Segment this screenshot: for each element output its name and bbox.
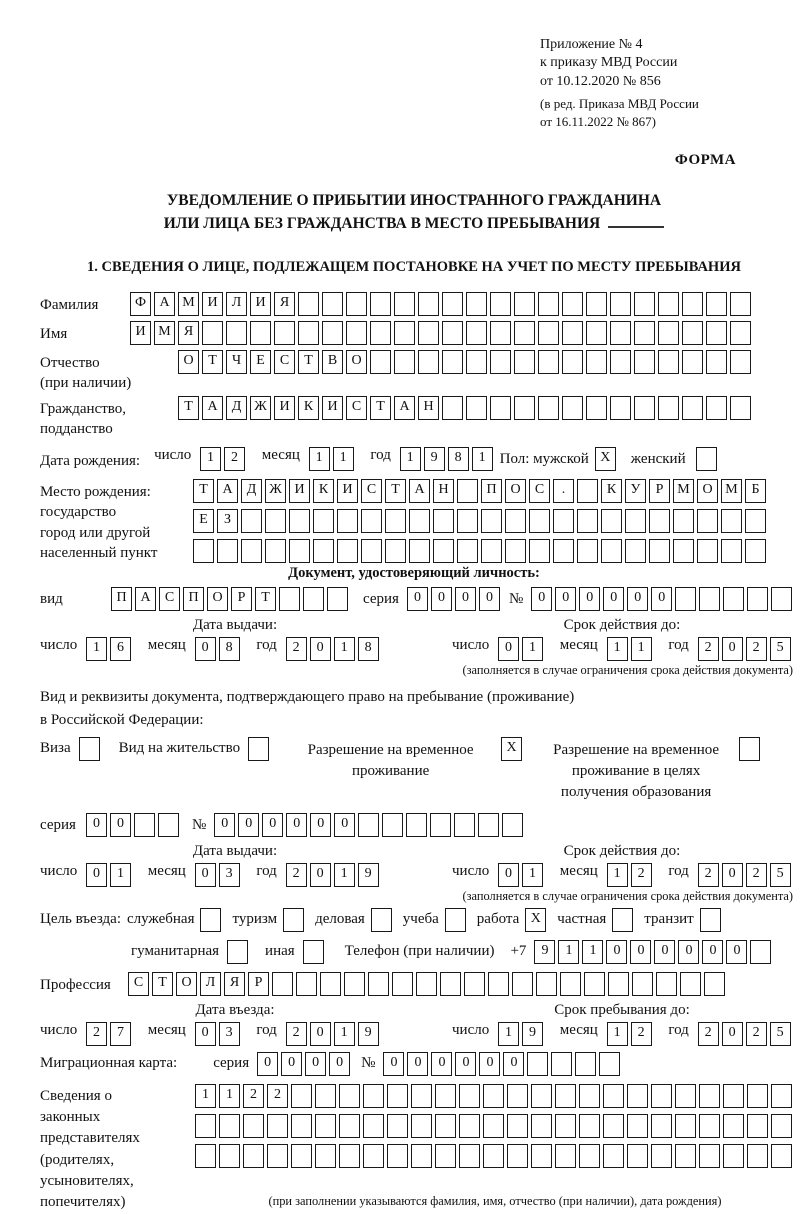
entry-date-head: Дата въезда: (195, 1001, 275, 1018)
patronymic-label-line1: Отчество (40, 355, 100, 372)
month-label: месяц (559, 1021, 598, 1038)
sex-female-label: женский (630, 451, 686, 468)
patronymic-label-line2: (при наличии) (40, 375, 132, 392)
sex-male-checkbox[interactable]: X (595, 447, 619, 471)
purpose-tourism-label: туризм (232, 911, 278, 928)
citizenship-label (40, 396, 178, 440)
temp-residence-checkbox[interactable]: X (501, 737, 525, 761)
identity-expiry-year-cells[interactable]: 2 0 2 5 (698, 637, 794, 653)
validity-note: (заполняется в случае ограничения срока действия документа) (462, 663, 794, 678)
phone-label: Телефон (при наличии) (344, 943, 495, 960)
representatives-note: (при заполнении указываются фамилия, имя, отчество (при наличии), дата рождения) (268, 1193, 722, 1208)
option-temp-residence-edu (541, 737, 763, 803)
migration-card-series-label: серия (213, 1055, 250, 1072)
representatives-label-line: усыновителях, (40, 1172, 134, 1189)
representatives-label (40, 1084, 195, 1214)
identity-doc-heading: Документ, удостоверяющий личность: (288, 565, 540, 582)
day-label: число (452, 1021, 490, 1038)
form-label: ФОРМА (674, 151, 736, 168)
purpose-other-label: иная (265, 943, 295, 960)
identity-issue-day-cells[interactable]: 1 6 (86, 637, 134, 653)
residence-doc-intro2: в Российской Федерации: (40, 712, 204, 729)
stay-day-cells[interactable]: 1 9 (498, 1022, 546, 1038)
citizenship-cells[interactable]: Т А Д Ж И К И С Т А Н (178, 396, 754, 420)
amendment-line: от 16.11.2022 № 867) (540, 113, 657, 129)
month-label: месяц (147, 1021, 186, 1038)
migration-card-row (40, 1052, 788, 1076)
representatives-label-line: (родителях, (40, 1151, 115, 1168)
option-residence-permit (119, 737, 272, 761)
purpose-other-checkbox[interactable] (303, 940, 327, 964)
day-label: число (154, 447, 192, 464)
migration-card-series-cells[interactable]: 0 0 0 0 (257, 1052, 353, 1076)
temp-residence-label: Разрешение на временное проживание (307, 741, 474, 779)
residence-doc-issue-head: Дата выдачи: (192, 842, 278, 859)
option-visa (40, 737, 103, 761)
sex-male-label: Пол: мужской (499, 451, 589, 468)
residence-issue-year-cells[interactable]: 2 0 1 9 (286, 863, 382, 879)
option-temp-residence (288, 737, 525, 782)
migration-card-number-label: № (361, 1055, 376, 1072)
purpose-work-checkbox[interactable]: X (525, 908, 549, 932)
birth-place-label-line4: населенный пункт (40, 544, 158, 561)
residence-doc-options (40, 737, 788, 803)
year-label: год (256, 637, 277, 654)
temp-residence-edu-checkbox[interactable] (739, 737, 763, 761)
birth-place-row (40, 479, 788, 563)
residence-doc-number-label: № (191, 816, 207, 833)
patronymic-label (40, 350, 178, 394)
profession-row (40, 972, 788, 996)
representatives-cells-row2[interactable] (195, 1114, 795, 1138)
surname-label: Фамилия (40, 297, 99, 314)
entry-day-cells[interactable]: 2 7 (86, 1022, 134, 1038)
purpose-tourism-checkbox[interactable] (283, 908, 307, 932)
birth-place-cells-row3[interactable] (193, 539, 769, 563)
appendix-line: к приказу МВД России (540, 55, 678, 71)
residence-issue-day-cells[interactable]: 0 1 (86, 863, 134, 879)
birth-day-cells[interactable]: 1 2 (200, 447, 248, 463)
purpose-official-checkbox[interactable] (200, 908, 224, 932)
given-name-row (40, 321, 788, 345)
birth-place-label (40, 479, 193, 563)
representatives-label-line: законных (40, 1109, 101, 1126)
identity-doc-number-cells[interactable]: 0 0 0 0 0 0 (531, 587, 795, 611)
month-label: месяц (147, 862, 186, 879)
year-label: год (668, 862, 689, 879)
purpose-study-checkbox[interactable] (445, 908, 469, 932)
birth-place-label-line1: Место рождения: (40, 484, 151, 501)
identity-doc-series-cells[interactable]: 0 0 0 0 (407, 587, 503, 611)
identity-expiry-month-cells[interactable]: 1 1 (607, 637, 655, 653)
purpose-business-checkbox[interactable] (371, 908, 395, 932)
representatives-label-line: Сведения о (40, 1087, 112, 1104)
year-label: год (256, 1021, 277, 1038)
phone-prefix: +7 (510, 943, 527, 960)
migration-card-label: Миграционная карта: (40, 1055, 178, 1072)
page-title (40, 189, 788, 236)
purpose-private-checkbox[interactable] (612, 908, 636, 932)
representatives-cells-row3[interactable] (195, 1144, 795, 1168)
day-label: число (452, 862, 490, 879)
surname-row (40, 292, 788, 316)
visit-purpose-label: Цель въезда: (40, 911, 121, 928)
appendix-block (540, 36, 788, 130)
day-label: число (452, 637, 490, 654)
sex-female-checkbox[interactable] (696, 447, 720, 471)
appendix-line: Приложение № 4 (540, 37, 643, 52)
day-label: число (40, 637, 78, 654)
migration-card-number-cells[interactable]: 0 0 0 0 0 0 (383, 1052, 623, 1076)
representatives-block (40, 1084, 788, 1214)
purpose-work-label: работа (476, 911, 520, 928)
representatives-cells-row1[interactable]: 1 1 2 2 (195, 1084, 795, 1108)
month-label: месяц (559, 862, 598, 879)
birth-place-label-line2: государство (40, 504, 117, 521)
residence-doc-number-cells[interactable]: 0 0 0 0 0 0 (214, 813, 526, 837)
purpose-official-label: служебная (126, 911, 195, 928)
surname-cells[interactable]: Ф А М И Л И Я (130, 292, 754, 316)
year-label: год (370, 447, 391, 464)
appendix-line: от 10.12.2020 № 856 (540, 73, 661, 89)
residence-doc-expiry-head: Срок действия до: (563, 842, 681, 859)
validity-note: (заполняется в случае ограничения срока действия документа) (462, 888, 794, 903)
residence-expiry-year-cells[interactable]: 2 0 2 5 (698, 863, 794, 879)
birth-year-cells[interactable]: 1 9 8 1 (400, 447, 496, 463)
given-name-label: Имя (40, 326, 68, 343)
temp-residence-edu-label: Разрешение на временное проживание в целях получения образования (553, 741, 720, 800)
purpose-business-label: деловая (315, 911, 365, 928)
residence-permit-label: Вид на жительство (118, 739, 241, 756)
residence-expiry-month-cells[interactable]: 1 2 (607, 863, 655, 879)
month-label: месяц (261, 447, 300, 464)
visa-label: Виза (40, 739, 71, 756)
identity-issue-month-cells[interactable]: 0 8 (195, 637, 243, 653)
birth-month-cells[interactable]: 1 1 (309, 447, 357, 463)
purpose-transit-checkbox[interactable] (700, 908, 724, 932)
section1-heading: 1. СВЕДЕНИЯ О ЛИЦЕ, ПОДЛЕЖАЩЕМ ПОСТАНОВКЕ НА УЧЕТ ПО МЕСТУ ПРЕБЫВАНИЯ (87, 259, 741, 276)
birth-place-cells-row1[interactable]: Т А Д Ж И К И С Т А Н П О С . К У Р М О М Б (193, 479, 769, 503)
birth-place-label-line3: город или другой (40, 524, 151, 541)
representatives-label-line: представителях (40, 1130, 140, 1147)
purpose-transit-label: транзит (644, 911, 694, 928)
entry-year-cells[interactable]: 2 0 1 9 (286, 1022, 382, 1038)
page-title-line2: ИЛИ ЛИЦА БЕЗ ГРАЖДАНСТВА В МЕСТО ПРЕБЫВАНИЯ (163, 214, 601, 232)
visa-checkbox[interactable] (79, 737, 103, 761)
residence-expiry-day-cells[interactable]: 0 1 (498, 863, 546, 879)
entry-dates-row (40, 1002, 788, 1046)
identity-doc-number-label: № (508, 591, 524, 608)
month-label: месяц (147, 637, 186, 654)
visit-purpose-row (40, 908, 788, 932)
birth-place-cells-row2[interactable]: Е З (193, 509, 769, 533)
residence-issue-month-cells[interactable]: 0 3 (195, 863, 243, 879)
residence-doc-series-label: серия (40, 816, 76, 833)
entry-month-cells[interactable]: 0 3 (195, 1022, 243, 1038)
patronymic-cells[interactable]: О Т Ч Е С Т В О (178, 350, 754, 374)
identity-doc-type-label: вид (40, 591, 63, 608)
stay-until-head: Срок пребывания до: (554, 1001, 690, 1018)
citizenship-row (40, 396, 788, 440)
profession-label: Профессия (40, 976, 111, 993)
identity-doc-expiry-head: Срок действия до: (563, 617, 681, 634)
identity-doc-type-cells[interactable]: П А С П О Р Т (111, 587, 351, 611)
purpose-study-label: учеба (402, 911, 439, 928)
birth-date-row (40, 447, 788, 471)
stay-year-cells[interactable]: 2 0 2 5 (698, 1022, 794, 1038)
purpose-humanitarian-checkbox[interactable] (227, 940, 251, 964)
residence-doc-dates-row (40, 842, 794, 904)
citizenship-label-line2: подданство (40, 420, 113, 437)
year-label: год (668, 1021, 689, 1038)
identity-doc-row (40, 587, 788, 611)
citizenship-label-line1: Гражданство, (40, 400, 127, 417)
year-label: год (256, 862, 277, 879)
residence-permit-checkbox[interactable] (248, 737, 272, 761)
day-label: число (40, 862, 78, 879)
residence-doc-series-cells[interactable]: 0 0 (86, 813, 182, 837)
identity-issue-year-cells[interactable]: 2 0 1 8 (286, 637, 382, 653)
given-name-cells[interactable]: И М Я (130, 321, 754, 345)
title-blank-line (608, 216, 664, 228)
representatives-label-line: попечителях) (40, 1194, 126, 1211)
stay-month-cells[interactable]: 1 2 (607, 1022, 655, 1038)
amendment-line: (в ред. Приказа МВД России (540, 96, 699, 112)
month-label: месяц (559, 637, 598, 654)
residence-doc-intro1: Вид и реквизиты документа, подтверждающего право на пребывание (проживание) (40, 689, 575, 706)
birth-date-label: Дата рождения: (40, 452, 141, 469)
identity-doc-issue-head: Дата выдачи: (192, 617, 278, 634)
year-label: год (668, 637, 689, 654)
profession-cells[interactable]: С Т О Л Я Р (128, 972, 728, 996)
day-label: число (40, 1021, 78, 1038)
patronymic-row (40, 350, 788, 394)
phone-cells[interactable]: 9 1 1 0 0 0 0 0 0 (534, 940, 774, 964)
phone-row (131, 940, 788, 964)
page-title-line1: УВЕДОМЛЕНИЕ О ПРИБЫТИИ ИНОСТРАННОГО ГРАЖДАНИНА (166, 191, 662, 209)
identity-doc-dates-row (40, 617, 794, 678)
purpose-private-label: частная (557, 911, 607, 928)
identity-doc-series-label: серия (363, 591, 399, 608)
purpose-humanitarian-label: гуманитарная (131, 943, 220, 960)
identity-expiry-day-cells[interactable]: 0 1 (498, 637, 546, 653)
residence-doc-series-row (40, 813, 788, 837)
